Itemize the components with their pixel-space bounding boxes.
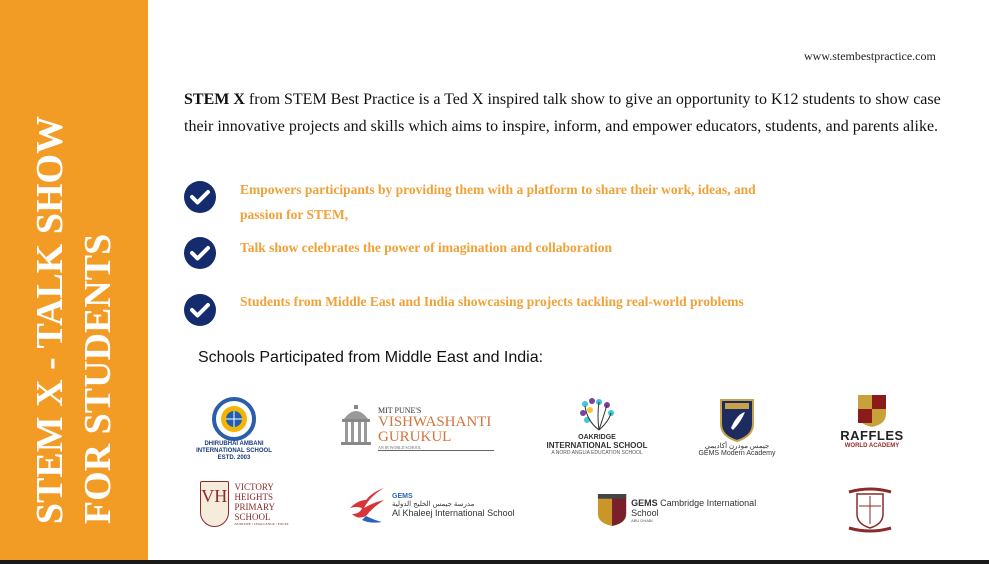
logo-text: GEMS bbox=[392, 492, 413, 500]
logo-text: DHIRUBHAI AMBANI bbox=[204, 440, 264, 447]
bullet-text: Empowers participants by providing them with a platform to share their work, ideas, and passion for STEM, bbox=[240, 182, 756, 222]
vh-monogram-icon: VH bbox=[200, 481, 229, 527]
logo-dhirubhai-ambani bbox=[196, 388, 272, 470]
logo-text: A NORD ANGLIA EDUCATION SCHOOL bbox=[551, 450, 643, 456]
sidebar-banner bbox=[0, 0, 148, 560]
bullet-text: Talk show celebrates the power of imagination and collaboration bbox=[240, 240, 613, 255]
title-line-1: STEM X - TALK SHOW bbox=[29, 115, 71, 525]
logo-gems-modern-academy bbox=[694, 398, 780, 468]
logo-text: INTERNATIONAL SCHOOL bbox=[196, 447, 272, 454]
logo-text: GEMS Modern Academy bbox=[698, 450, 776, 457]
logo-gems-al-khaleej bbox=[350, 484, 524, 526]
logo-gems-cambridge: GEMS Cambridge International School ABU DHABI bbox=[597, 490, 777, 530]
website-url[interactable]: www.stembestpractice.com bbox=[804, 49, 936, 63]
schools-heading: Schools Participated from Middle East and India: bbox=[198, 349, 544, 366]
check-circle-icon bbox=[184, 181, 216, 213]
sidebar-title bbox=[26, 116, 122, 524]
check-circle-icon bbox=[184, 237, 216, 269]
logo-text: OAKRIDGE bbox=[578, 434, 616, 441]
logo-school-crest bbox=[845, 486, 895, 534]
logo-text: INTERNATIONAL SCHOOL bbox=[546, 441, 648, 450]
logo-victory-heights bbox=[200, 480, 310, 528]
logo-text: Cambridge bbox=[660, 497, 705, 508]
bullet-item bbox=[184, 237, 613, 269]
logo-text: VISHWASHANTI bbox=[378, 413, 492, 430]
title-line-2: FOR STUDENTS bbox=[77, 233, 119, 525]
cambridge-shield-icon bbox=[597, 492, 627, 528]
intro-text: from STEM Best Practice is a Ted X inspired talk show to give an opportunity to K12 students to show case their innovative projects and skills which aims to inspire, inform, and empower educators, students, and parents alike. bbox=[184, 91, 941, 135]
logo-raffles bbox=[838, 394, 906, 462]
bullet-text: Students from Middle East and India showcasing projects tackling real-world problems bbox=[240, 294, 744, 309]
gems-shield-icon bbox=[719, 398, 755, 442]
logo-text: Al Khaleej International School bbox=[392, 507, 515, 518]
intro-bold: STEM X bbox=[184, 91, 245, 108]
logo-text: WORLD ACADEMY bbox=[844, 443, 900, 449]
intro-paragraph bbox=[184, 86, 944, 140]
logo-text: RAFFLES bbox=[840, 428, 904, 443]
raffles-shield-icon bbox=[857, 394, 887, 428]
check-circle-icon bbox=[184, 294, 216, 326]
logo-text: ABU DHABI bbox=[631, 517, 653, 523]
logo-text: MIT PUNE'S bbox=[378, 405, 422, 415]
logo-text: VICTORY HEIGHTS bbox=[234, 482, 274, 502]
logo-text: PRIMARY SCHOOL bbox=[234, 502, 275, 522]
logo-text: جيمس مودرن أكاديمي bbox=[704, 443, 770, 450]
bottom-bar bbox=[0, 560, 989, 564]
logo-vishwashanti-gurukul bbox=[338, 400, 498, 456]
logo-text: NURTURE • CHALLENGE • EXCEL bbox=[234, 522, 290, 526]
bullet-item bbox=[184, 181, 756, 222]
bullet-item bbox=[184, 294, 744, 326]
logo-text: GURUKUL bbox=[378, 428, 452, 445]
dome-building-icon bbox=[338, 403, 374, 453]
logo-oakridge bbox=[538, 396, 656, 470]
logo-text: مدرسة جيمس الخليج الدولية bbox=[392, 500, 475, 508]
logo-text: ESTD. 2003 bbox=[217, 454, 251, 461]
logo-text: AN IB WORLD SCHOOL bbox=[378, 445, 494, 451]
dhirubhai-emblem-icon bbox=[212, 397, 256, 441]
bird-icon bbox=[350, 486, 386, 524]
oakridge-tree-icon bbox=[577, 396, 617, 434]
crest-icon bbox=[845, 486, 895, 534]
